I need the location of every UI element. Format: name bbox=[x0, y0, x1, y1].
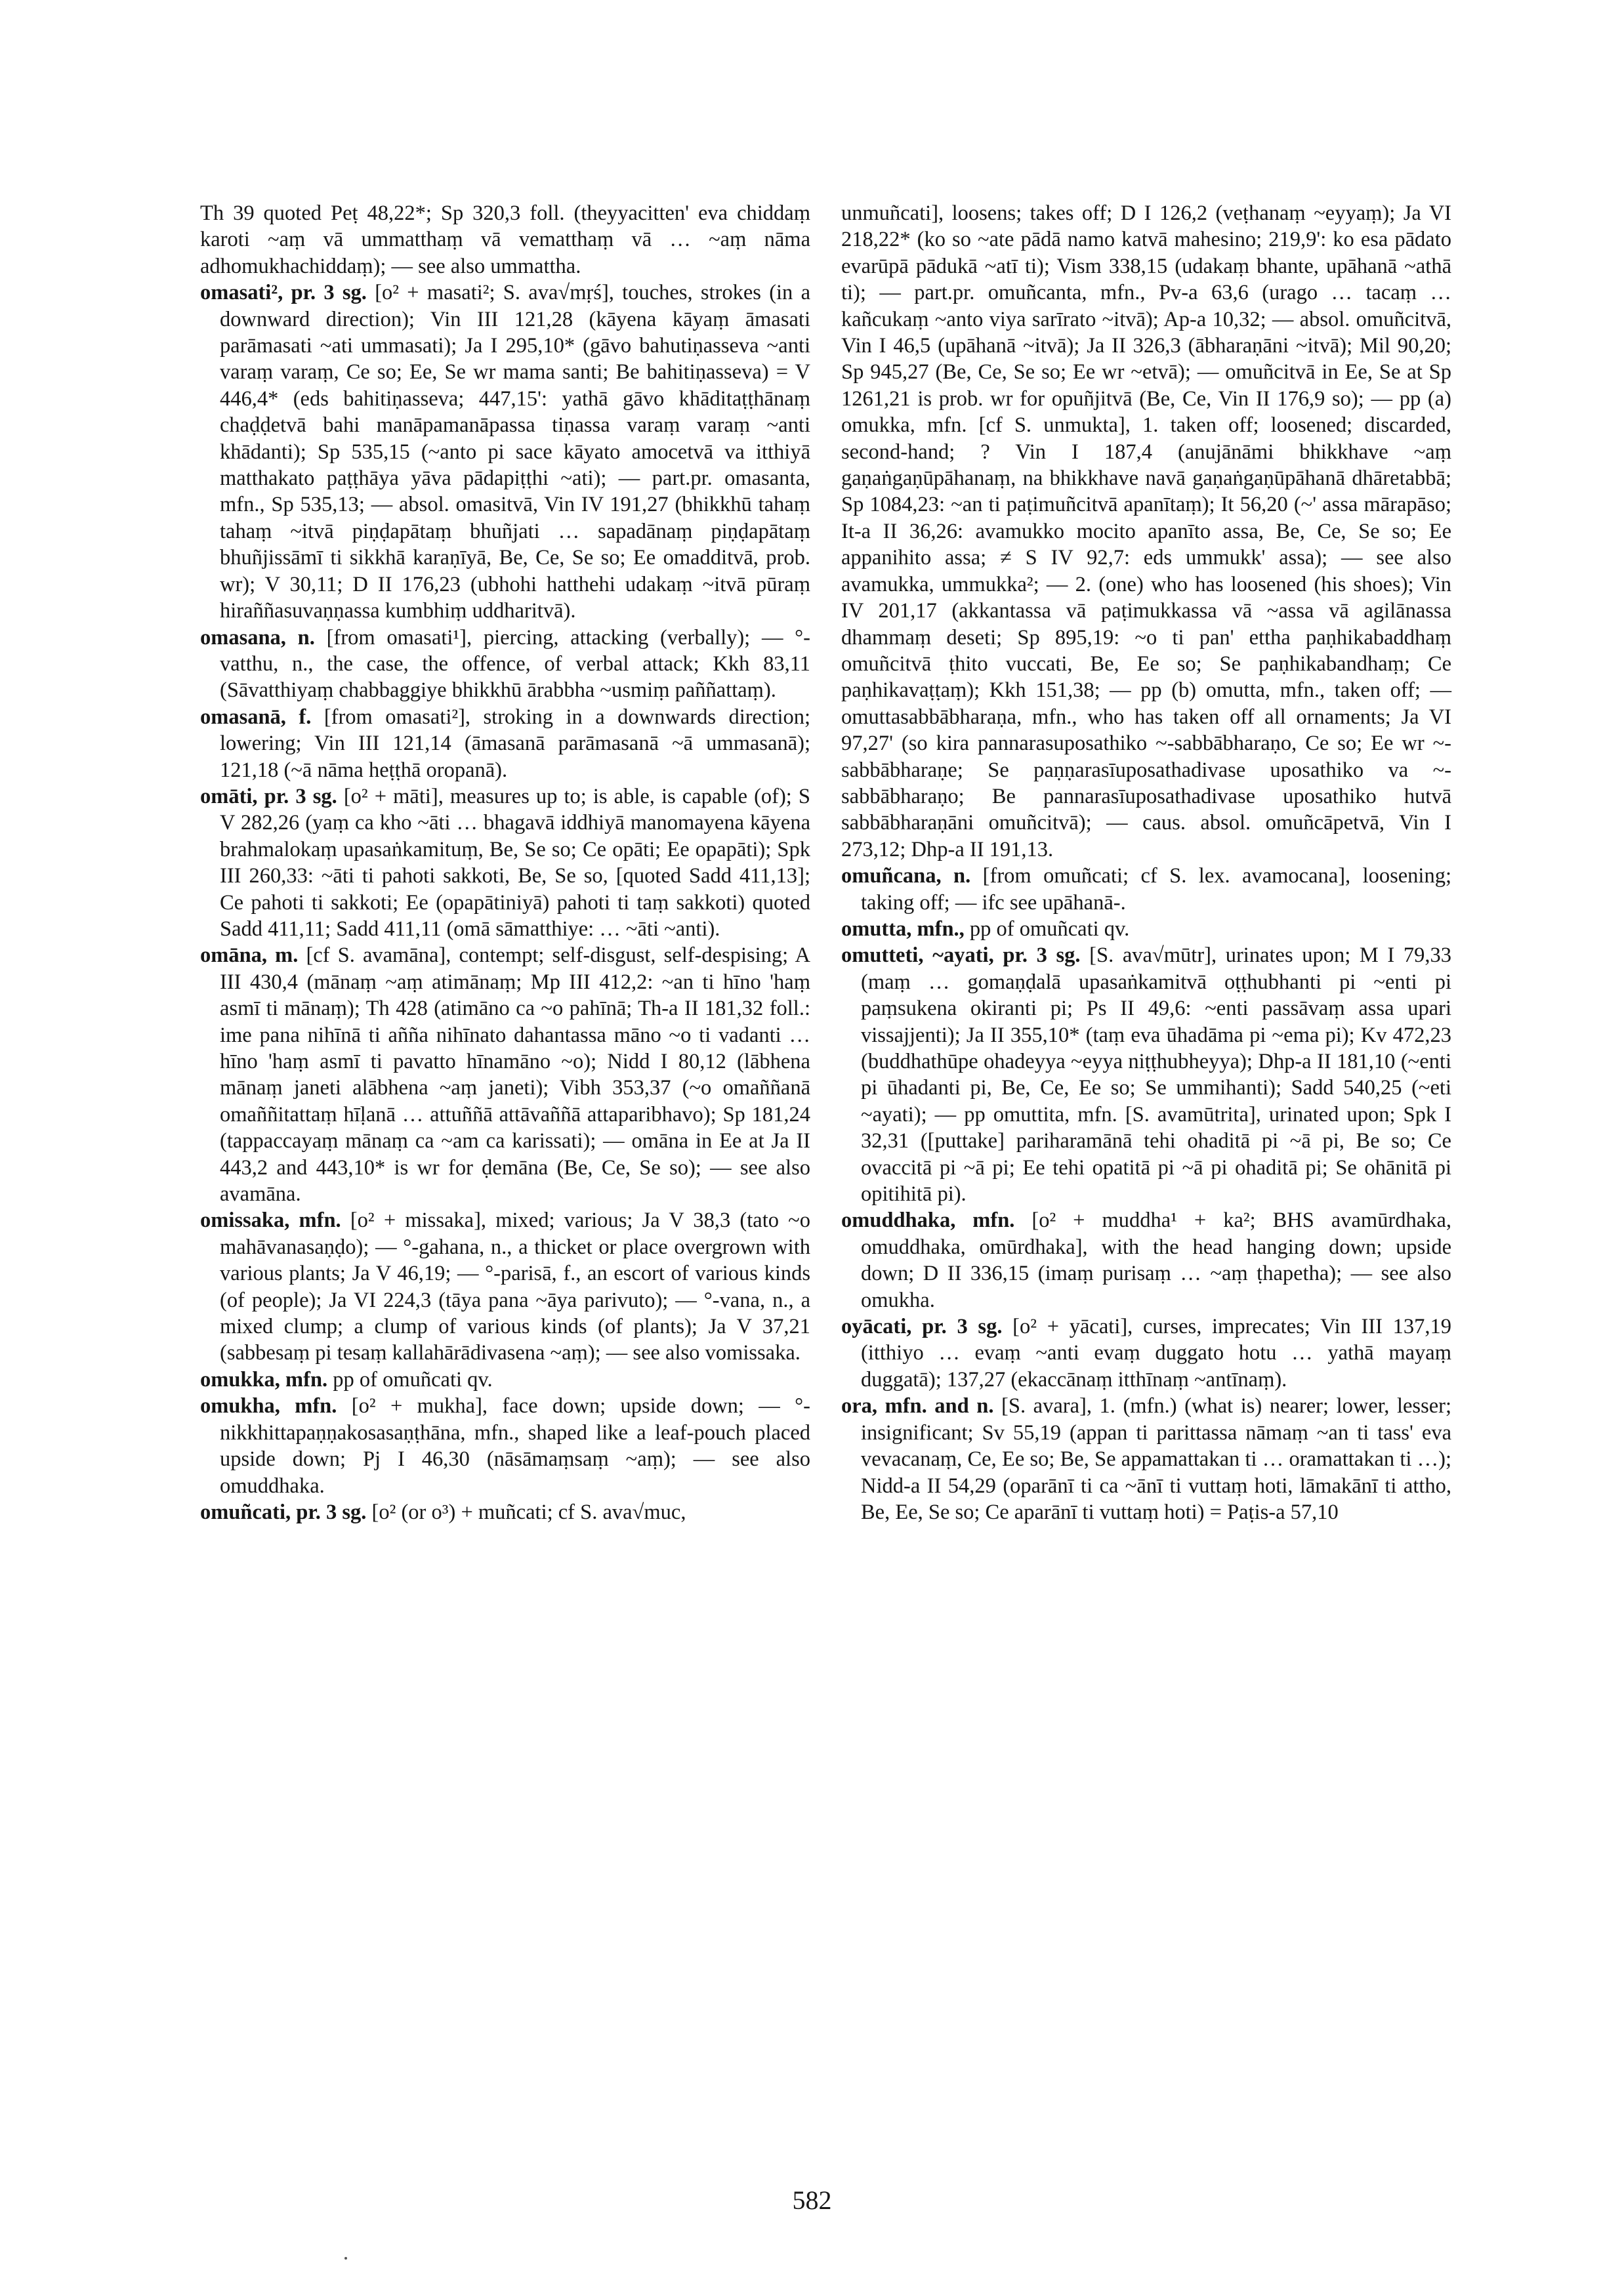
dictionary-entry bbox=[841, 1393, 1451, 1525]
entry-headword: omukha, mfn. bbox=[200, 1394, 337, 1418]
entry-body: [o² + yācati], curses, imprecates; Vin III 137,19 (itthiyo … evaṃ ~anti evaṃ duggato hotu … yathā mayaṃ duggatā); 137,27 (ekaccānaṃ itthīnaṃ ~antīnaṃ). bbox=[861, 1315, 1451, 1392]
dictionary-entry bbox=[200, 200, 810, 279]
entry-headword: omāti, pr. 3 sg. bbox=[200, 784, 337, 808]
entry-body: [from omasati¹], piercing, attacking (verbally); — °-vatthu, n., the case, the offence, of verbal attack; Kkh 83,11 (Sāvatthiyaṃ chabbaggiye bhikkhū ārabbha ~usmiṃ paññattaṃ). bbox=[220, 625, 811, 703]
dictionary-entry bbox=[200, 704, 810, 783]
dictionary-entry bbox=[200, 1367, 810, 1393]
left-column bbox=[200, 200, 810, 1525]
dictionary-entry bbox=[200, 625, 810, 704]
entry-headword: omuñcana, n. bbox=[841, 864, 971, 888]
entry-body: unmuñcati], loosens; takes off; D I 126,2 (veṭhanaṃ ~eyyaṃ); Ja VI 218,22* (ko so ~ate pādā namo katvā mahesino; 219,9': ko esa pādato evarūpā pādukā ~atī ti); Vism 338,15 (udakaṃ bhante, upāhanā ~athā ti); — part.pr. omuñcanta, mfn., Pv-a 63,6 (urago … tacaṃ … kañcukaṃ ~anto viya sarīrato ~itvā); Ap-a 10,32; — absol. omuñcitvā, Vin I 46,5 (upāhanā ~itvā); Ja II 326,3 (ābharaṇāni ~itvā); Mil 90,20; Sp 945,27 (Be, Ce, Se so; Ee wr ~etvā); — omuñcitvā in Ee, Se at Sp 1261,21 is prob. wr for opuñjitvā (Be, Ce, Vin II 176,9 so); — pp (a) omukka, mfn. [cf S. unmukta], 1. taken off; loosened; discarded, second-hand; ? Vin I 187,4 (anujānāmi bhikkhave ~aṃ gaṇaṅgaṇūpāhanaṃ, na bhikkhave navā gaṇaṅgaṇūpāhanā dhāretabbā; Sp 1084,23: ~an ti paṭimuñcitvā apanītaṃ); It 56,20 (~' assa mārapāso; It-a II 36,26: avamukko mocito apanīto assa, Be, Ce, Se so; Ee appanihito assa; ≠ S IV 92,7: eds ummukk' assa); — see also avamukka, ummukka²; — 2. (one) who has loosened (his shoes); Vin IV 201,17 (akkantassa vā paṭimukkassa vā ~assa vā agilānassa dhammaṃ deseti; Sp 895,19: ~o ti pan' ettha paṇhikabaddhaṃ omuñcitvā ṭhito vuccati, Be, Ee so; Se paṇhikabandhaṃ; Ce paṇhikavaṭṭaṃ); Kkh 151,38; — pp (b) omutta, mfn., taken off; — omuttasabbābharaṇa, mfn., who has taken off all ornaments; Ja VI 97,27' (so kira pannarasuposathiko ~-sabbābharaṇo, Ce so; Ee wr ~-sabbābharaṇe; Se paṇṇarasīuposathadivase uposathiko va ~-sabbābharaṇo; Be pannarasīuposathadivase uposathiko hutvā sabbābharaṇāni omuñcitvā); — caus. absol. omuñcāpetvā, Vin I 273,12; Dhp-a II 191,13. bbox=[841, 201, 1451, 861]
page-number: 582 bbox=[792, 2185, 832, 2215]
dictionary-entry bbox=[200, 942, 810, 1207]
right-column bbox=[841, 200, 1451, 1525]
entry-body: [from omasati²], stroking in a downwards direction; lowering; Vin III 121,14 (āmasanā parāmasanā ~ā ummasanā); 121,18 (~ā nāma heṭṭhā oropanā). bbox=[220, 705, 811, 782]
entry-body: [cf S. avamāna], contempt; self-disgust, self-despising; A III 430,4 (mānaṃ ~aṃ atimānaṃ; Mp III 412,2: ~an ti hīno 'haṃ asmī ti mānaṃ); Th 428 (atimāno ca ~o pahīnā; Th-a II 181,32 foll.: ime pana nihīnā ti añña nihīnato dahantassa māno ~o ti vadanti … hīno 'haṃ asmī ti pavatto hīnamāno ~o); Nidd I 80,12 (lābhena mānaṃ janeti alābhena ~aṃ janeti); Vibh 353,37 (~o omaññanā omaññitattaṃ hīḷanā … attuññā attāvaññā attaparibhavo); Sp 181,24 (tappaccayaṃ mānaṃ ca ~am ca karissati); — omāna in Ee at Ja II 443,2 and 443,10* is wr for ḍemāna (Be, Ce, Se so); — see also avamāna. bbox=[220, 943, 810, 1207]
dictionary-entry bbox=[841, 1313, 1451, 1393]
entry-headword: omissaka, mfn. bbox=[200, 1209, 341, 1233]
entry-headword: omuddhaka, mfn. bbox=[841, 1209, 1015, 1233]
dictionary-entry bbox=[200, 1499, 810, 1525]
entry-headword: oyācati, pr. 3 sg. bbox=[841, 1315, 1003, 1339]
entry-body: [o² + missaka], mixed; various; Ja V 38,3 (tato ~o mahāvanasaṇḍo); — °-gahana, n., a thicket or place overgrown with various plants; Ja V 46,19; — °-parisā, f., an escort of various kinds (of people); Ja VI 224,3 (tāya pana ~āya parivuto); — °-vana, n., a mixed clump; a clump of various kinds (of plants); Ja V 37,21 (sabbesaṃ pi tesaṃ kallahārādivasena ~aṃ); — see also vomissaka. bbox=[220, 1209, 810, 1365]
dictionary-entry bbox=[200, 783, 810, 942]
entry-headword: omuñcati, pr. 3 sg. bbox=[200, 1500, 367, 1524]
entry-headword: omutta, mfn., bbox=[841, 917, 965, 941]
entry-body: pp of omuñcati qv. bbox=[969, 917, 1130, 941]
entry-headword: omāna, m. bbox=[200, 943, 299, 968]
entry-headword: ora, mfn. and n. bbox=[841, 1394, 994, 1418]
entry-body: [o² + māti], measures up to; is able, is capable (of); S V 282,26 (yaṃ ca kho ~āti … bhagavā iddhiyā manomayena kāyena brahmalokaṃ upasaṅkamituṃ, Be, Se so; Ce opāti; Ee opapāti); Spk III 260,33: ~āti ti pahoti sakkoti, Be, Se so, [quoted Sadd 411,13]; Ce pahoti ti sakkoti; Ee (opapātiniyā) pahoti ti taṃ sakkoti) quoted Sadd 411,11; Sadd 411,11 (omā sāmatthiye: … ~āti ~anti). bbox=[220, 784, 810, 941]
entry-body: [o² + muddha¹ + ka²; BHS avamūrdhaka, omuddhaka, omūrdhaka], with the head hanging down; upside down; D II 336,15 (imaṃ purisaṃ … ~aṃ ṭhapetha); — see also omukha. bbox=[861, 1209, 1452, 1312]
entry-body: [o² + mukha], face down; upside down; — °-nikkhittapaṇṇakosasaṇṭhāna, mfn., shaped like a leaf-pouch placed upside down; Pj I 46,30 (nāsāmaṃsaṃ ~aṃ); — see also omuddhaka. bbox=[220, 1394, 810, 1498]
dictionary-entry bbox=[200, 279, 810, 624]
entry-body: [o² + masati²; S. ava√mṛś], touches, strokes (in a downward direction); Vin III 121,28 (kāyena kāyaṃ āmasati parāmasati ~ati ummasati); Ja I 295,10* (gāvo bahutiṇasseva ~anti varaṃ varaṃ, Ce so; Ee, Se wr mama santi; Be bahitiṇasseva) = V 446,4* (eds bahitiṇasseva; 447,15': yathā gāvo khāditaṭṭhānaṃ chaḍḍetvā bahi manāpamanāpassa tiṇassa varaṃ varaṃ ~anti khādanti); Sp 535,15 (~anto pi sace kāyato amocetvā va itthiyā matthakato paṭṭhāya yāva pādapiṭṭhi ~ati); — part.pr. omasanta, mfn., Sp 535,13; — absol. omasitvā, Vin IV 191,27 (bhikkhū tahaṃ tahaṃ ~itvā piṇḍapātaṃ bhuñjati … sapadānaṃ piṇḍapātaṃ bhuñjissāmī ti sikkhā karaṇīyā, Be, Ce, Se so; Ee omadditvā, prob. wr); V 30,11; D II 176,23 (ubhohi hatthehi udakaṃ ~itvā pūraṃ hiraññasuvaṇṇassa kumbhiṃ uddharitvā). bbox=[220, 281, 811, 623]
entry-body: [S. ava√mūtr], urinates upon; M I 79,33 (maṃ … gomaṇḍalā upasaṅkamitvā oṭṭhubhanti pi ~enti pi paṃsukena okiranti pi; Ps II 49,6: ~enti passāvaṃ assa upari vissajjenti); Ja II 355,10* (taṃ eva ūhadāma pi ~ema pi); Kv 472,23 (buddhathūpe ohadeyya ~eyya niṭṭhubheyya); Dhp-a II 181,10 (~enti pi ūhadanti pi, Be, Ce, Ee so; Se ummihanti); Sadd 540,25 (~eti ~ayati); — pp omuttita, mfn. [S. avamūtrita], urinated upon; Spk I 32,31 ([puttake] pariharamānā tehi ohaditā pi ~ā pi, Be so; Ce ovaccitā pi ~ā pi; Ee tehi opatitā pi ~ā pi ohaditā pi; Se ohānitā pi opitihitā pi). bbox=[861, 943, 1452, 1207]
entry-body: [o² (or o³) + muñcati; cf S. ava√muc, bbox=[371, 1500, 686, 1524]
entry-headword: omasanā, f. bbox=[200, 705, 312, 729]
entry-headword: omukka, mfn. bbox=[200, 1367, 328, 1392]
entry-headword: omasati², pr. 3 sg. bbox=[200, 281, 367, 305]
entry-body: [from omuñcati; cf S. lex. avamocana], loosening; taking off; — ifc see upāhanā-. bbox=[861, 864, 1451, 915]
entry-body: pp of omuñcati qv. bbox=[333, 1367, 493, 1392]
dictionary-entry bbox=[841, 942, 1451, 1207]
dictionary-entry bbox=[200, 1393, 810, 1499]
entry-body: [S. avara], 1. (mfn.) (what is) nearer; lower, lesser; insignificant; Sv 55,19 (appan ti parittassa nāmaṃ ~an ti tass' eva vevacanaṃ, Ce, Ee so; Be, Se appamattakan ti … oramattakan ti …); Nidd-a II 54,29 (oparānī ti ca ~ānī ti vuttaṃ hoti, lāmakānī ti attho, Be, Ee, Se so; Ce aparānī ti vuttaṃ hoti) = Paṭis-a 57,10 bbox=[861, 1394, 1451, 1524]
dictionary-entry bbox=[841, 916, 1451, 942]
dictionary-entry bbox=[841, 863, 1451, 916]
dictionary-entry bbox=[841, 200, 1451, 863]
entry-headword: omutteti, ~ayati, pr. 3 sg. bbox=[841, 943, 1081, 968]
scan-speck bbox=[344, 2257, 347, 2260]
dictionary-entry bbox=[200, 1207, 810, 1366]
entry-headword: omasana, n. bbox=[200, 625, 315, 650]
dictionary-entry bbox=[841, 1207, 1451, 1313]
entry-body: Th 39 quoted Peṭ 48,22*; Sp 320,3 foll. (theyyacitten' eva chiddaṃ karoti ~aṃ vā ummatthaṃ vā vematthaṃ vā … ~aṃ nāma adhomukhachiddaṃ); — see also ummattha. bbox=[200, 201, 810, 278]
